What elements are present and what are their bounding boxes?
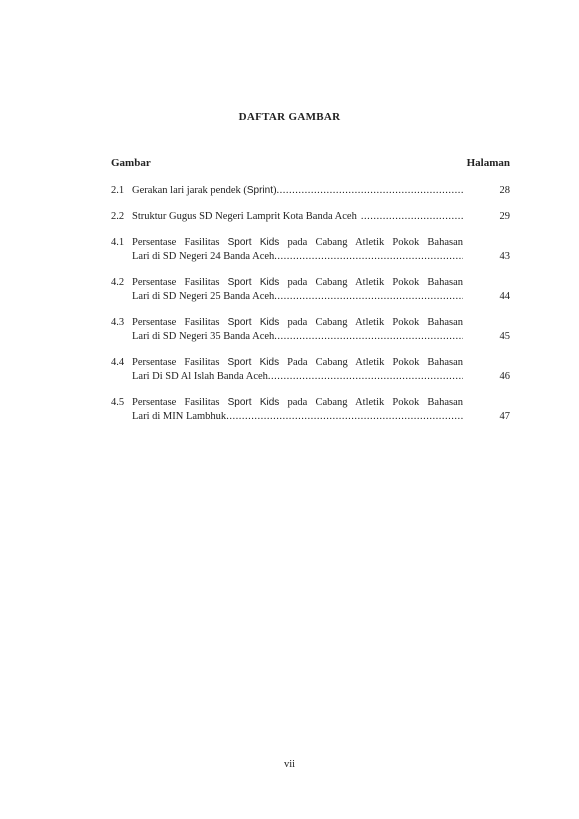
figure-caption bbox=[132, 184, 463, 198]
caption-emphasis: Sport Kids bbox=[227, 317, 280, 328]
figure-page-number: 45 bbox=[499, 331, 510, 342]
caption-line-2: Lari di SD Negeri 35 Banda Aceh ..... bbox=[132, 330, 463, 344]
dot-leader bbox=[276, 184, 463, 198]
dot-leader bbox=[274, 250, 463, 264]
figure-entry bbox=[111, 184, 510, 198]
figure-number: 4.3 bbox=[111, 317, 125, 328]
figure-number: 4.2 bbox=[111, 277, 125, 288]
figure-page-number: 29 bbox=[499, 211, 510, 222]
figure-entry bbox=[111, 210, 510, 224]
figure-number: 2.1 bbox=[111, 185, 125, 196]
figure-caption bbox=[132, 356, 463, 384]
caption-text: Struktur Gugus SD Negeri Lamprit Kota Banda Aceh bbox=[132, 211, 357, 222]
figure-entry bbox=[111, 276, 510, 304]
figure-page-number: 44 bbox=[499, 291, 510, 302]
figure-caption bbox=[132, 210, 463, 224]
figure-number: 4.5 bbox=[111, 397, 125, 408]
figure-page-number: 43 bbox=[499, 251, 510, 262]
figure-list bbox=[111, 184, 510, 436]
figure-page-number: 46 bbox=[499, 371, 510, 382]
dot-leader bbox=[274, 330, 463, 344]
dot-leader bbox=[226, 410, 463, 424]
page-number-footer: vii bbox=[283, 759, 296, 770]
figure-number: 2.2 bbox=[111, 211, 125, 222]
caption-line-2: Lari di SD Negeri 24 Banda Aceh ..... bbox=[132, 250, 463, 264]
figure-entry bbox=[111, 316, 510, 344]
caption-line-2: Lari Di SD Al Islah Banda Aceh ..... bbox=[132, 370, 463, 384]
figure-entry bbox=[111, 356, 510, 384]
caption-text: Gerakan lari jarak pendek (Sprint) bbox=[132, 185, 277, 196]
caption-line-1: Persentase Fasilitas Sport Kids pada Cabang Atletik Pokok Bahasan bbox=[132, 397, 463, 408]
caption-line-1: Persentase Fasilitas Sport Kids Pada Cabang Atletik Pokok Bahasan bbox=[132, 357, 463, 368]
figure-caption bbox=[132, 396, 463, 424]
figure-caption bbox=[132, 316, 463, 344]
caption-emphasis: Sport Kids bbox=[227, 397, 280, 408]
figure-page-number: 28 bbox=[499, 185, 510, 196]
figure-number: 4.4 bbox=[111, 357, 125, 368]
caption-emphasis: Sport Kids bbox=[227, 237, 280, 248]
column-headers bbox=[111, 157, 510, 169]
figure-number: 4.1 bbox=[111, 237, 125, 248]
dot-leader bbox=[268, 370, 463, 384]
caption-emphasis: Sport Kids bbox=[227, 277, 280, 288]
header-gambar: Gambar bbox=[111, 157, 151, 169]
figure-entry bbox=[111, 396, 510, 424]
caption-emphasis: Sprint bbox=[246, 185, 273, 196]
dot-leader bbox=[361, 210, 463, 224]
caption-line-1: Persentase Fasilitas Sport Kids pada Cabang Atletik Pokok Bahasan bbox=[132, 237, 463, 248]
caption-line-1: Persentase Fasilitas Sport Kids pada Cabang Atletik Pokok Bahasan bbox=[132, 277, 463, 288]
caption-line-2: Lari di SD Negeri 25 Banda Aceh ..... bbox=[132, 290, 463, 304]
figure-caption bbox=[132, 236, 463, 264]
header-halaman: Halaman bbox=[466, 157, 510, 169]
figure-entry bbox=[111, 236, 510, 264]
page-title: DAFTAR GAMBAR bbox=[238, 111, 341, 123]
caption-line-2: Lari di MIN Lambhuk ..... bbox=[132, 410, 463, 424]
dot-leader bbox=[274, 290, 463, 304]
caption-emphasis: Sport Kids bbox=[227, 357, 280, 368]
figure-caption bbox=[132, 276, 463, 304]
caption-line-1: Persentase Fasilitas Sport Kids pada Cabang Atletik Pokok Bahasan bbox=[132, 317, 463, 328]
figure-page-number: 47 bbox=[499, 411, 510, 422]
